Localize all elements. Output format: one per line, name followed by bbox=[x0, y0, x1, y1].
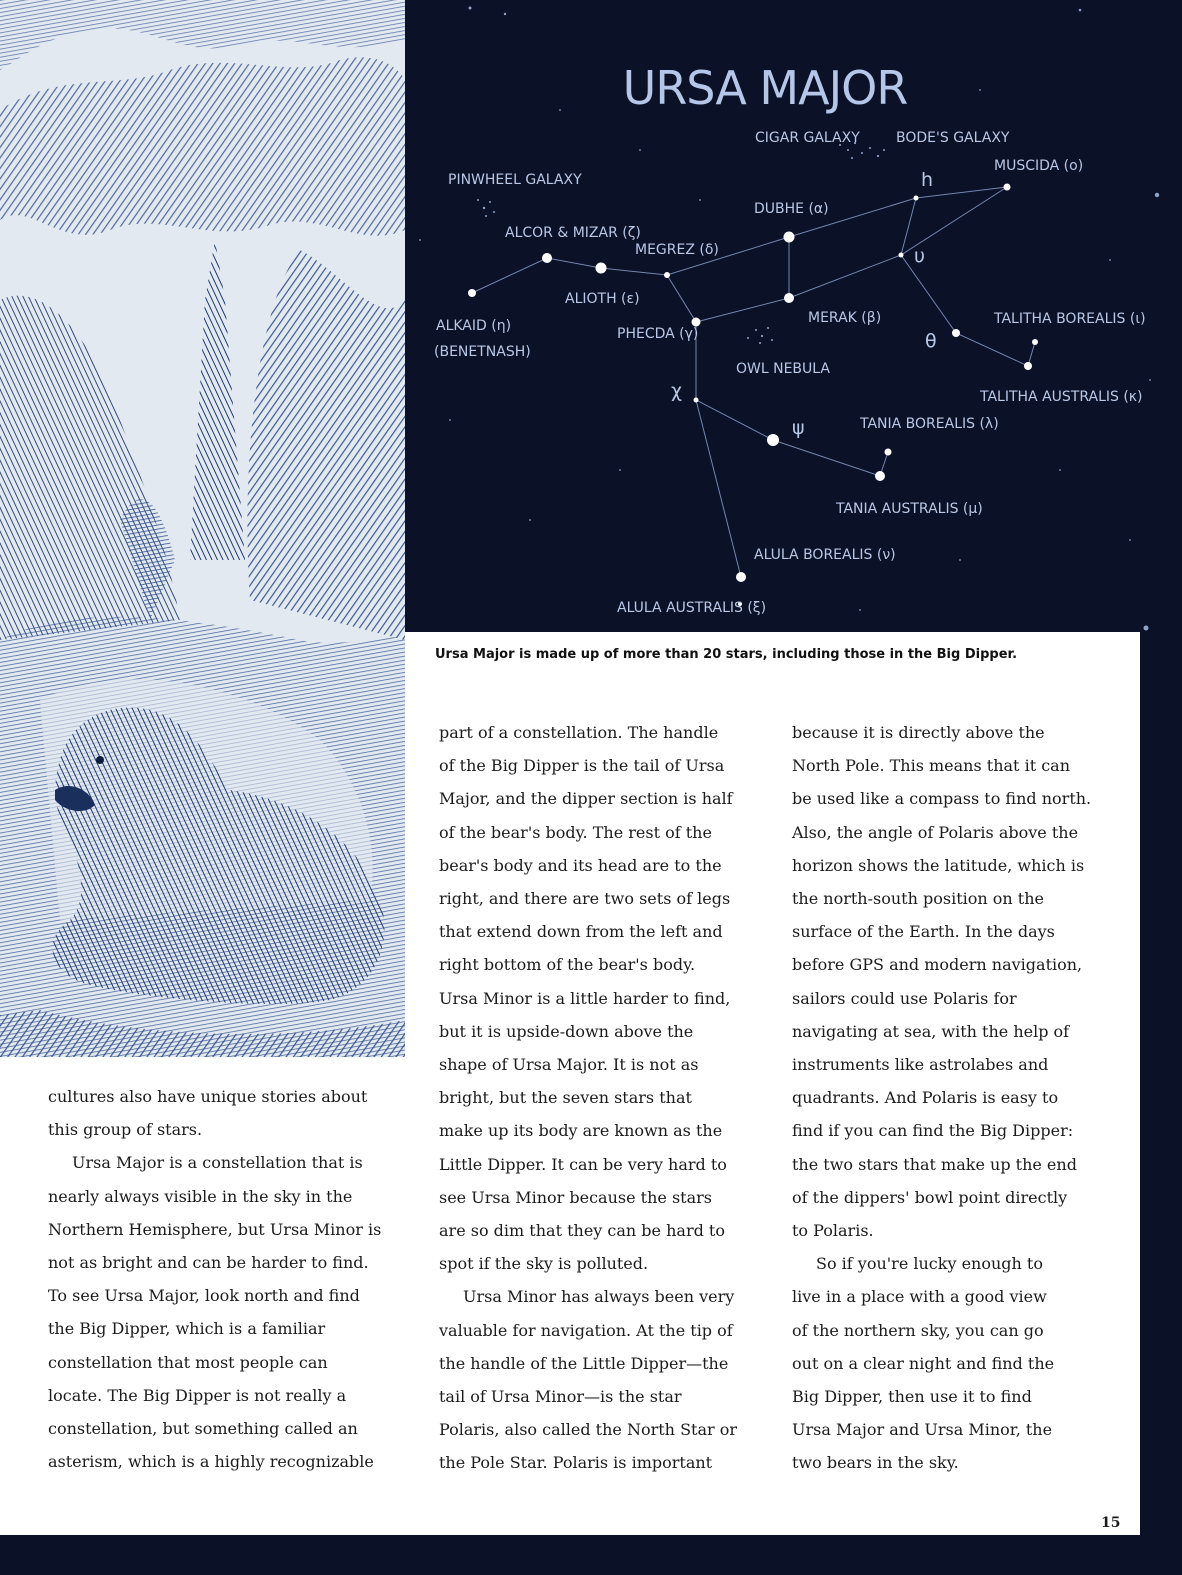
chart-caption: Ursa Major is made up of more than 20 stars, including those in the Big Dipper. bbox=[435, 647, 1018, 662]
text-line: shape of Ursa Major. It is not as bbox=[439, 1055, 699, 1075]
label-bodes-galaxy: BODE'S GALAXY bbox=[896, 130, 1010, 146]
text-line: valuable for navigation. At the tip of bbox=[439, 1320, 733, 1340]
text-line: Ursa Major is a constellation that is bbox=[72, 1153, 363, 1173]
text-line: instruments like astrolabes and bbox=[792, 1055, 1049, 1075]
text-line: that extend down from the left and bbox=[439, 922, 723, 942]
label-merak: MERAK (β) bbox=[808, 310, 882, 326]
text-line: North Pole. This means that it can bbox=[792, 756, 1071, 776]
text-line: this group of stars. bbox=[48, 1120, 203, 1140]
text-line: locate. The Big Dipper is not really a bbox=[48, 1385, 347, 1405]
text-line: bear's body and its head are to the bbox=[439, 855, 722, 875]
text-line: sailors could use Polaris for bbox=[792, 988, 1017, 1008]
label-alkaid: ALKAID (η) bbox=[436, 318, 512, 334]
text-line: bright, but the seven stars that bbox=[439, 1088, 692, 1108]
text-line: two bears in the sky. bbox=[792, 1453, 959, 1473]
label-alioth: ALIOTH (ε) bbox=[565, 291, 640, 307]
text-line: out on a clear night and find the bbox=[792, 1353, 1055, 1373]
text-line: asterism, which is a highly recognizable bbox=[48, 1452, 374, 1472]
label-owl-nebula: OWL NEBULA bbox=[736, 361, 830, 377]
text-line: right bottom of the bear's body. bbox=[439, 955, 696, 975]
text-line: So if you're lucky enough to bbox=[816, 1254, 1043, 1274]
text-line: Polaris, also called the North Star or bbox=[439, 1420, 738, 1440]
text-line: not as bright and can be harder to find. bbox=[48, 1253, 369, 1273]
label-talitha-borealis: TALITHA BOREALIS (ι) bbox=[994, 311, 1146, 327]
text-line: find if you can find the Big Dipper: bbox=[792, 1121, 1074, 1141]
label-megrez: MEGREZ (δ) bbox=[635, 242, 719, 258]
text-line: the Big Dipper, which is a familiar bbox=[48, 1319, 326, 1339]
text-line: see Ursa Minor because the stars bbox=[439, 1187, 712, 1207]
ursa-major-constellation-chart bbox=[405, 0, 1182, 632]
text-line: surface of the Earth. In the days bbox=[792, 922, 1055, 942]
label-h: h bbox=[921, 169, 934, 191]
label-talitha-australis: TALITHA AUSTRALIS (κ) bbox=[980, 389, 1143, 405]
text-line: to Polaris. bbox=[792, 1221, 874, 1241]
text-line: live in a place with a good view bbox=[792, 1287, 1047, 1307]
night-sky-right-strip bbox=[1140, 632, 1182, 1575]
label-cigar-galaxy: CIGAR GALAXY bbox=[755, 130, 860, 146]
text-line: Major, and the dipper section is half bbox=[439, 789, 733, 809]
label-tania-borealis: TANIA BOREALIS (λ) bbox=[860, 416, 999, 432]
text-line: horizon shows the latitude, which is bbox=[792, 855, 1085, 875]
text-line: right, and there are two sets of legs bbox=[439, 889, 731, 909]
text-column-1 bbox=[48, 1080, 381, 1478]
text-line: before GPS and modern navigation, bbox=[792, 955, 1083, 975]
text-line: spot if the sky is polluted. bbox=[439, 1254, 649, 1274]
text-line: constellation, but something called an bbox=[48, 1419, 358, 1439]
text-line: of the northern sky, you can go bbox=[792, 1320, 1044, 1340]
text-line: the two stars that make up the end bbox=[792, 1154, 1077, 1174]
text-line: be used like a compass to find north. bbox=[792, 789, 1092, 809]
text-line: of the Big Dipper is the tail of Ursa bbox=[439, 756, 725, 776]
text-line: part of a constellation. The handle bbox=[439, 723, 719, 742]
bear-engraving-illustration bbox=[0, 0, 405, 1057]
label-alula-borealis: ALULA BOREALIS (ν) bbox=[754, 547, 896, 563]
text-line: tail of Ursa Minor—is the star bbox=[439, 1387, 682, 1407]
text-line: of the dippers' bowl point directly bbox=[792, 1187, 1068, 1207]
text-line: constellation that most people can bbox=[48, 1352, 328, 1372]
label-chi: χ bbox=[671, 380, 682, 402]
text-line: but it is upside-down above the bbox=[439, 1021, 694, 1041]
text-line: navigating at sea, with the help of bbox=[792, 1021, 1070, 1041]
text-line: the handle of the Little Dipper—the bbox=[439, 1353, 729, 1373]
text-line: quadrants. And Polaris is easy to bbox=[792, 1088, 1059, 1108]
text-line: the Pole Star. Polaris is important bbox=[439, 1453, 713, 1473]
label-theta: θ bbox=[925, 330, 937, 352]
text-line: Big Dipper, then use it to find bbox=[792, 1387, 1032, 1407]
label-alcor-mizar: ALCOR & MIZAR (ζ) bbox=[505, 225, 641, 241]
text-line: To see Ursa Major, look north and find bbox=[48, 1286, 360, 1306]
text-line: of the bear's body. The rest of the bbox=[439, 822, 712, 842]
label-psi: ψ bbox=[792, 417, 805, 439]
label-pinwheel-galaxy: PINWHEEL GALAXY bbox=[448, 172, 582, 188]
text-line: the north-south position on the bbox=[792, 889, 1044, 909]
chart-title: URSA MAJOR bbox=[622, 61, 908, 115]
text-line: Also, the angle of Polaris above the bbox=[792, 822, 1079, 842]
text-line: Little Dipper. It can be very hard to bbox=[439, 1154, 727, 1174]
label-upsilon: υ bbox=[914, 245, 925, 267]
text-line: cultures also have unique stories about bbox=[48, 1087, 368, 1106]
text-line: because it is directly above the bbox=[792, 723, 1045, 742]
label-muscida: MUSCIDA (ο) bbox=[994, 158, 1084, 174]
text-line: Ursa Major and Ursa Minor, the bbox=[792, 1420, 1053, 1440]
text-line: make up its body are known as the bbox=[439, 1121, 723, 1141]
label-dubhe: DUBHE (α) bbox=[754, 201, 829, 217]
text-line: Ursa Minor has always been very bbox=[463, 1287, 735, 1307]
night-sky-bottom-strip bbox=[0, 1535, 1182, 1575]
page-number: 15 bbox=[1101, 1515, 1121, 1531]
text-line: Ursa Minor is a little harder to find, bbox=[439, 988, 731, 1008]
label-tania-australis: TANIA AUSTRALIS (μ) bbox=[836, 501, 983, 517]
text-line: nearly always visible in the sky in the bbox=[48, 1186, 353, 1206]
label-benetnash: (BENETNASH) bbox=[434, 344, 531, 360]
text-column-2 bbox=[439, 716, 737, 1480]
label-alula-australis: ALULA AUSTRALIS (ξ) bbox=[617, 600, 767, 616]
text-line: are so dim that they can be hard to bbox=[439, 1221, 725, 1241]
text-column-3 bbox=[792, 716, 1091, 1480]
label-phecda: PHECDA (γ) bbox=[617, 326, 699, 342]
text-line: Northern Hemisphere, but Ursa Minor is bbox=[48, 1219, 382, 1239]
